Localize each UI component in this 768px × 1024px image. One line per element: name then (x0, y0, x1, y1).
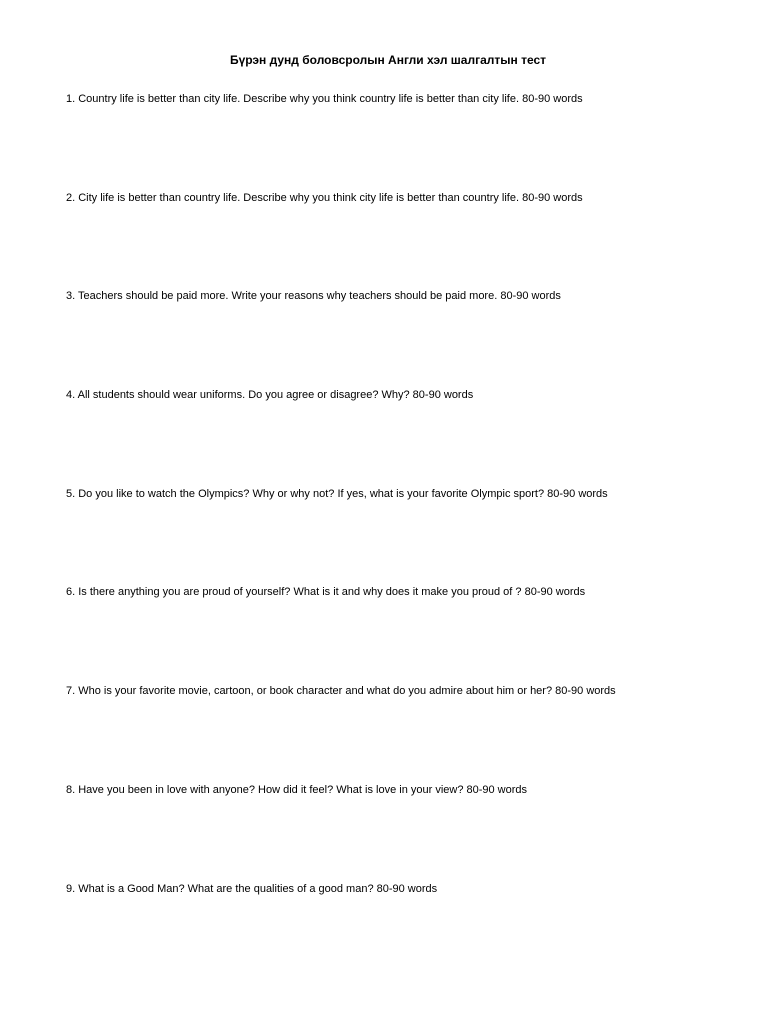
question-item: 2. City life is better than country life. Describe why you think city life is better than country life. 80-90 words (66, 191, 583, 204)
question-item: 4. All students should wear uniforms. Do you agree or disagree? Why? 80-90 words (66, 389, 474, 402)
question-item: 9. What is a Good Man? What are the qualities of a good man? 80-90 words (66, 882, 438, 895)
question-list (66, 91, 756, 979)
question-item: 6. Is there anything you are proud of yourself? What is it and why does it make you proud of ? 80-90 words (66, 586, 586, 599)
page-title: Бүрэн дунд боловсролын Англи хэл шалгалтын тест (229, 53, 547, 67)
question-item: 1. Country life is better than city life. Describe why you think country life is better than city life. 80-90 words (66, 93, 583, 105)
question-item: 8. Have you been in love with anyone? How did it feel? What is love in your view? 80-90 words (66, 783, 528, 796)
question-item: 7. Who is your favorite movie, cartoon, or book character and what do you admire about him or her? 80-90 words (66, 685, 616, 698)
question-item: 3. Teachers should be paid more. Write your reasons why teachers should be paid more. 80-90 words (66, 290, 561, 303)
question-item: 5. Do you like to watch the Olympics? Why or why not? If yes, what is your favorite Olympic sport? 80-90 words (66, 487, 608, 500)
